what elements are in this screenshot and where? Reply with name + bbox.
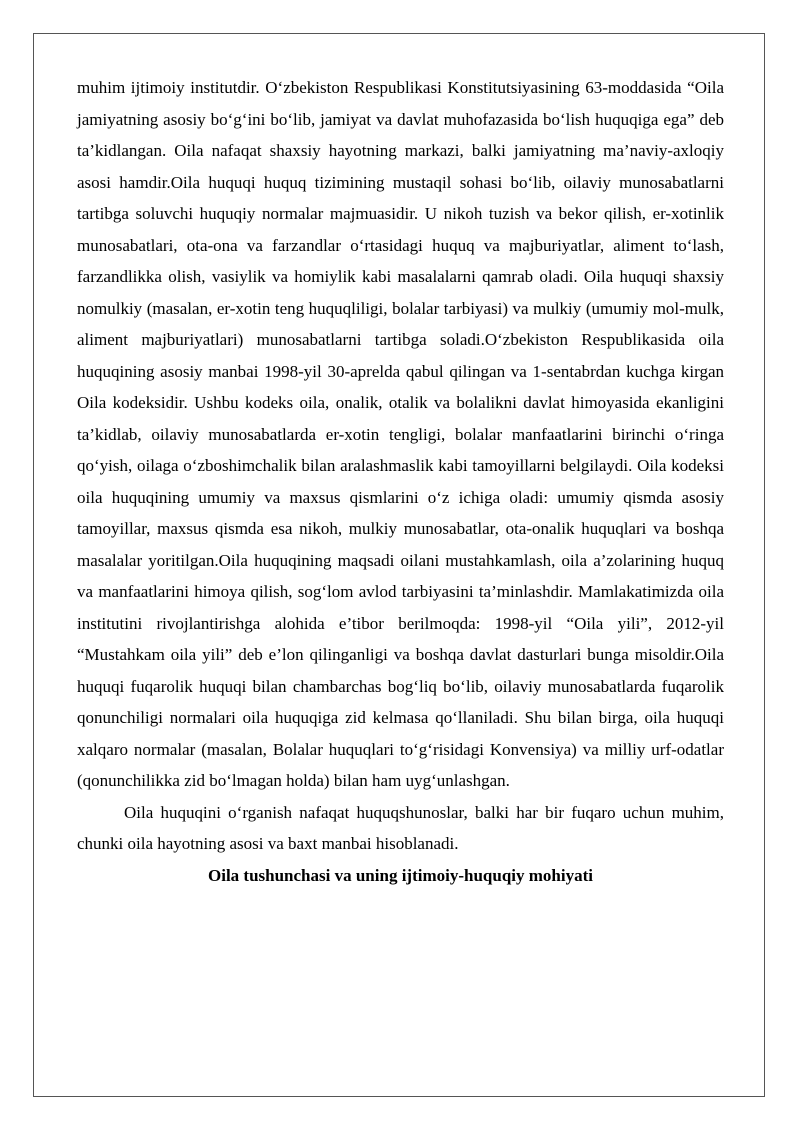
- section-heading: Oila tushunchasi va uning ijtimoiy-huquqiy mohiyati: [208, 865, 593, 885]
- body-paragraph: muhim ijtimoiy institutdir. O‘zbekiston Respublikasi Konstitutsiyasining 63-moddasida “Oila jamiyatning asosiy bo‘g‘ini bo‘lib, jamiyat va davlat muhofazasida bo‘lish huquqiga ega” deb ta’kidlangan. Oila nafaqat shaxsiy hayotning markazi, balki jamiyatning ma’naviy-axloqiy asosi hamdir.Oila huquqi huquq tizimining mustaqil sohasi bo‘lib, oilaviy munosabatlarni tartibga soluvchi huquqiy normalar majmuasidir. U nikoh tuzish va bekor qilish, er-xotinlik munosabatlari, ota-ona va farzandlar o‘rtasidagi huquq va majburiyatlar, aliment to‘lash, farzandlikka olish, vasiylik va homiylik kabi masalalarni qamrab oladi. Oila huquqi shaxsiy nomulkiy (masalan, er-xotin teng huquqliligi, bolalar tarbiyasi) va mulkiy (umumiy mol-mulk, aliment majburiyatlari) munosabatlarni tartibga soladi.O‘zbekiston Respublikasida oila huquqining asosiy manbai 1998-yil 30-aprelda qabul qilingan va 1-sentabrdan kuchga kirgan Oila kodeksidir. Ushbu kodeks oila, onalik, otalik va bolalikni davlat himoyasida ekanligini ta’kidlab, oilaviy munosabatlarda er-xotin tengligi, bolalar manfaatlarini birinchi o‘ringa qo‘yish, oilaga o‘zboshimchalik bilan aralashmaslik kabi tamoyillarni belgilaydi. Oila kodeksi oila huquqining umumiy va maxsus qismlarini o‘z ichiga oladi: umumiy qismda asosiy tamoyillar, maxsus qismda esa nikoh, mulkiy munosabatlar, ota-onalik huquqlari va boshqa masalalar yoritilgan.Oila huquqining maqsadi oilani mustahkamlash, oila a’zolarining huquq va manfaatlarini himoya qilish, sog‘lom avlod tarbiyasini ta’minlashdir. Mamlakatimizda oila institutini rivojlantirishga alohida e’tibor berilmoqda: 1998-yil “Oila yili”, 2012-yil “Mustahkam oila yili” deb e’lon qilinganligi va boshqa davlat dasturlari bunga misoldir.Oila huquqi fuqarolik huquqi bilan chambarchas bog‘liq bo‘lib, oilaviy munosabatlarda fuqarolik qonunchiligi normalari oila huquqiga zid kelmasa qo‘llaniladi. Shu bilan birga, oila huquqi xalqaro normalar (masalan, Bolalar huquqlari to‘g‘risidagi Konvensiya) va milliy urf-odatlar (qonunchilikka zid bo‘lmagan holda) bilan ham uyg‘unlashgan.: [77, 78, 724, 790]
- page-content: [77, 72, 724, 891]
- body-paragraph: Oila huquqini o‘rganish nafaqat huquqshunoslar, balki har bir fuqaro uchun muhim, chunki oila hayotning asosi va baxt manbai hisoblanadi.: [77, 802, 724, 853]
